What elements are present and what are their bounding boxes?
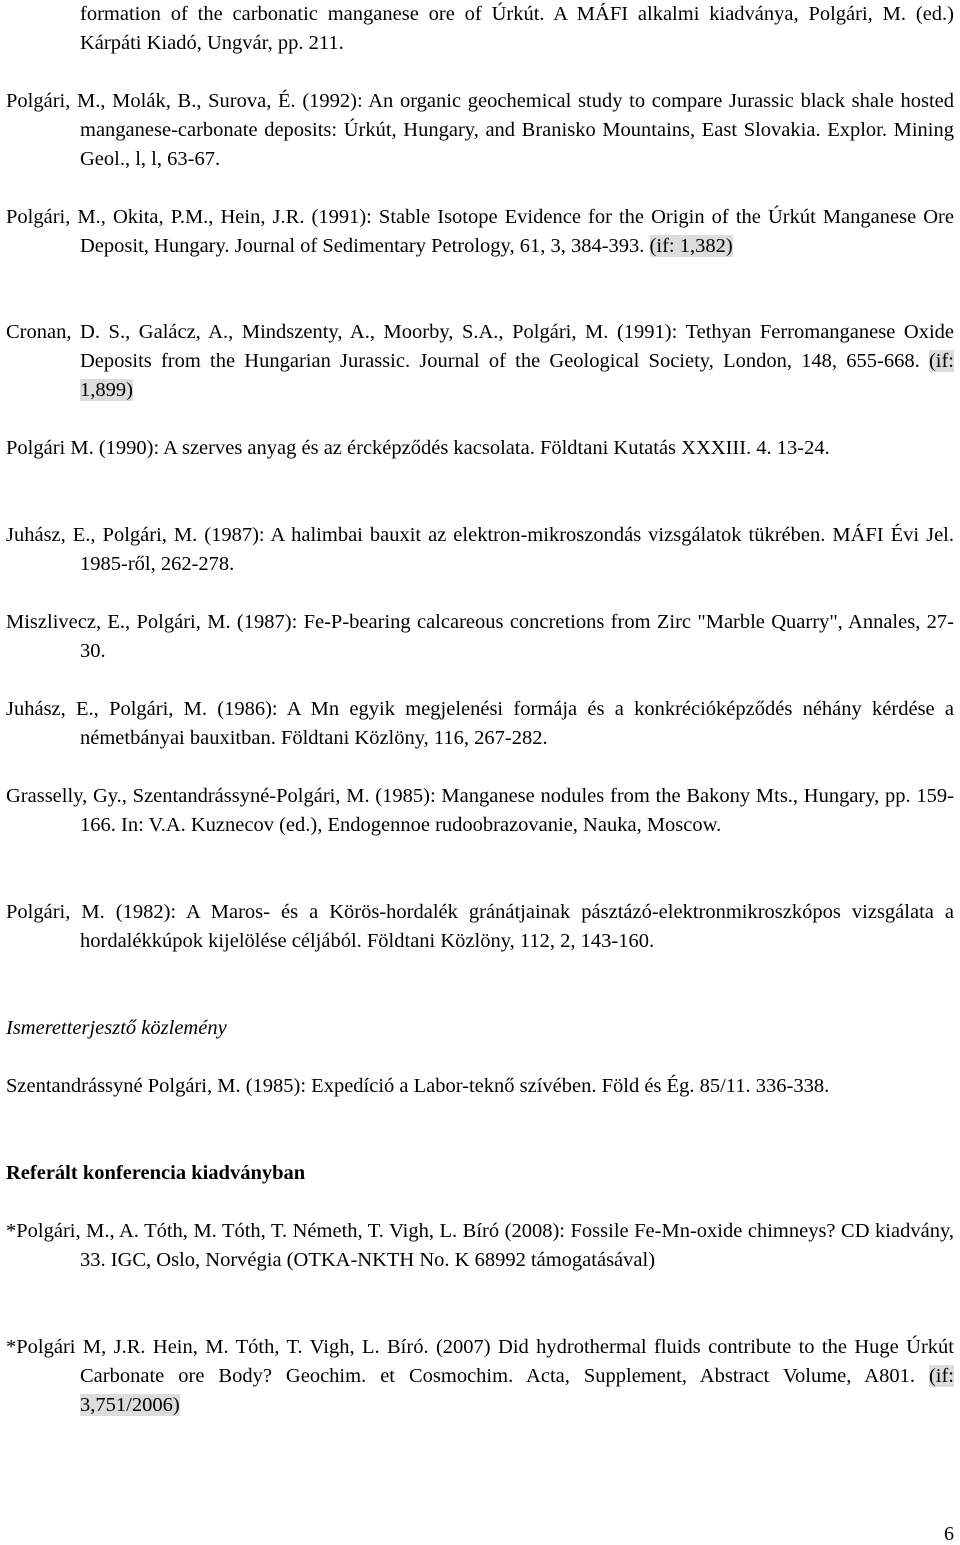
reference-entry: Polgári M. (1990): A szerves anyag és az ércképződés kacsolata. Földtani Kutatás XXXIII. 4. 13-24. bbox=[6, 437, 830, 459]
section-heading-conference: Referált konferencia kiadványban bbox=[6, 1162, 306, 1184]
impact-factor-highlight: (if: 1,899) bbox=[80, 350, 954, 401]
reference-entry: *Polgári M, J.R. Hein, M. Tóth, T. Vigh, L. Bíró. (2007) Did hydrothermal fluids contribute to the Huge Úrkút Carbonate ore Body? Geochim. et Cosmochim. Acta, Supplement, Abstract Volume, A801. (if: 3,751/2006) bbox=[6, 1336, 954, 1416]
section-heading-popular: Ismeretterjesztő közlemény bbox=[6, 1017, 227, 1039]
reference-entry: Polgári, M. (1982): A Maros- és a Körös-hordalék gránátjainak pásztázó-elektronmikroszkópos vizsgálata a hordalékkúpok kijelölése céljából. Földtani Közlöny, 112, 2, 143-160. bbox=[6, 901, 954, 952]
reference-entry: Miszlivecz, E., Polgári, M. (1987): Fe-P-bearing calcareous concretions from Zirc "Marble Quarry", Annales, 27-30. bbox=[6, 611, 954, 662]
reference-entry: Juhász, E., Polgári, M. (1987): A halimbai bauxit az elektron-mikroszondás vizsgálatok tükrében. MÁFI Évi Jel. 1985-ről, 262-278. bbox=[6, 524, 954, 575]
reference-entry: Polgári, M., Okita, P.M., Hein, J.R. (1991): Stable Isotope Evidence for the Origin of the Úrkút Manganese Ore Deposit, Hungary. Journal of Sedimentary Petrology, 61, 3, 384-393. (if: 1,382) bbox=[6, 206, 954, 257]
reference-entry: formation of the carbonatic manganese ore of Úrkút. A MÁFI alkalmi kiadványa, Polgári, M. (ed.) Kárpáti Kiadó, Ungvár, pp. 211. bbox=[80, 3, 954, 54]
page-number: 6 bbox=[944, 1523, 954, 1545]
impact-factor-highlight: (if: 3,751/2006) bbox=[80, 1365, 954, 1416]
reference-entry: *Polgári, M., A. Tóth, M. Tóth, T. Németh, T. Vigh, L. Bíró (2008): Fossile Fe-Mn-oxide chimneys? CD kiadvány, 33. IGC, Oslo, Norvégia (OTKA-NKTH No. K 68992 támogatásával) bbox=[6, 1220, 954, 1271]
reference-entry: Grasselly, Gy., Szentandrássyné-Polgári, M. (1985): Manganese nodules from the Bakony Mts., Hungary, pp. 159-166. In: V.A. Kuznecov (ed.), Endogennoe rudoobrazovanie, Nauka, Moscow. bbox=[6, 785, 954, 836]
reference-entry: Juhász, E., Polgári, M. (1986): A Mn egyik megjelenési formája és a konkrécióképződés néhány kérdése a németbányai bauxitban. Földtani Közlöny, 116, 267-282. bbox=[6, 698, 954, 749]
reference-entry: Polgári, M., Molák, B., Surova, É. (1992): An organic geochemical study to compare Jurassic black shale hosted manganese-carbonate deposits: Úrkút, Hungary, and Branisko Mountains, East Slovakia. Explor. Mining Geol., l, l, 63-67. bbox=[6, 90, 954, 170]
reference-entry: Cronan, D. S., Galácz, A., Mindszenty, A., Moorby, S.A., Polgári, M. (1991): Tethyan Ferromanganese Oxide Deposits from the Hungarian Jurassic. Journal of the Geological Society, London, 148, 655-668. (if: 1,899) bbox=[6, 321, 954, 401]
impact-factor-highlight: (if: 1,382) bbox=[649, 235, 733, 257]
reference-entry: Szentandrássyné Polgári, M. (1985): Expedíció a Labor-teknő szívében. Föld és Ég. 85/11. 336-338. bbox=[6, 1075, 830, 1097]
